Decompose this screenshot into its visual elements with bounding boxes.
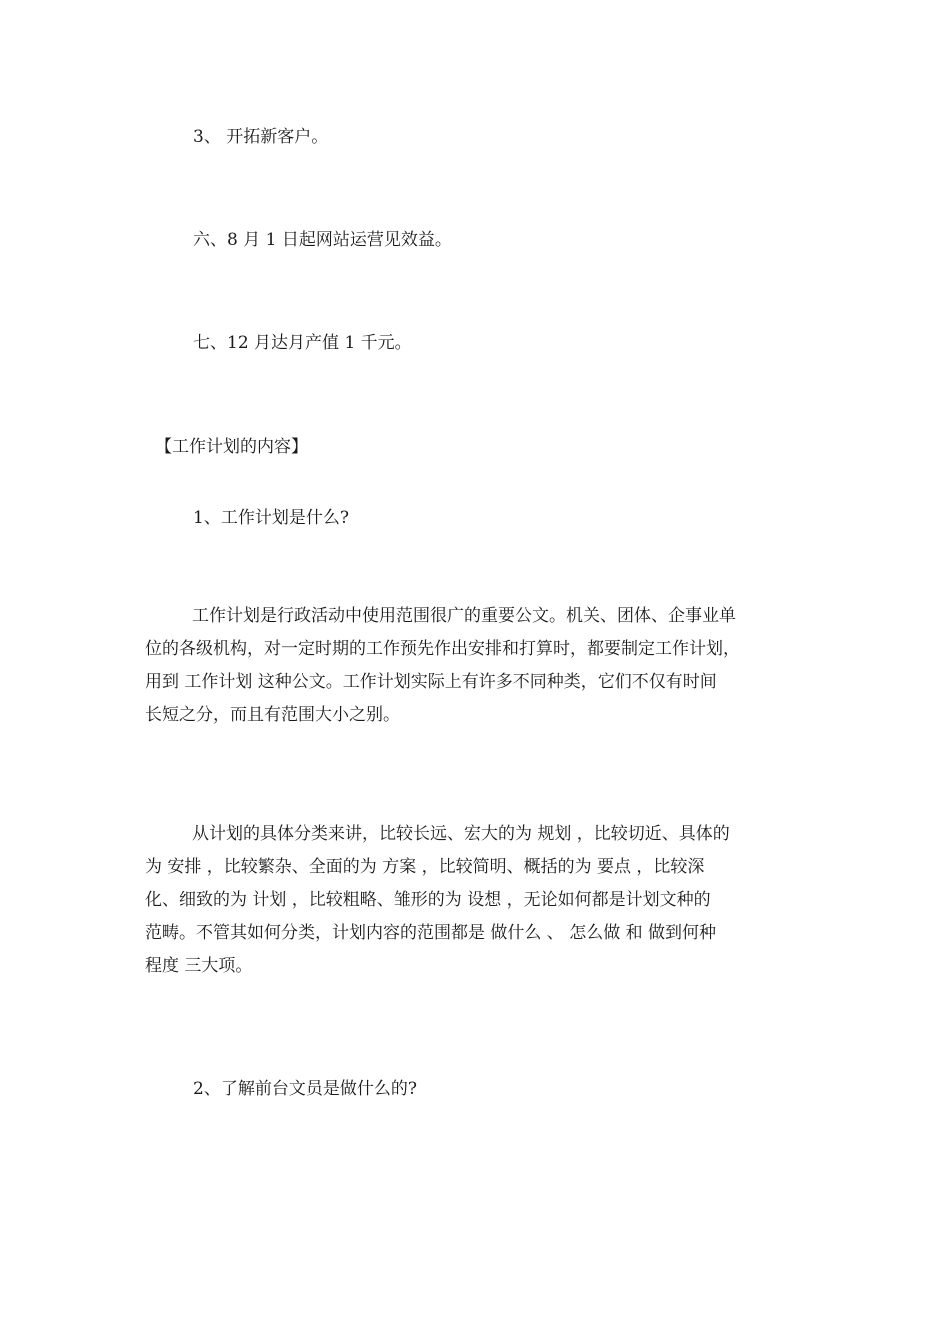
- question-1: 1、工作计划是什么?: [193, 508, 349, 528]
- paragraph-plan-classification: [145, 818, 805, 983]
- list-item-3: 3、 开拓新客户。: [193, 127, 329, 147]
- paragraph-line: 长短之分，而且有范围大小之别。: [145, 705, 400, 725]
- question-2: 2、了解前台文员是做什么的?: [193, 1079, 417, 1099]
- paragraph-work-plan-definition: [145, 600, 805, 732]
- paragraph-line: 位的各级机构，对一定时期的工作预先作出安排和打算时，都要制定工作计划，: [145, 639, 740, 659]
- paragraph-line: 化、细致的为 计划 ，比较粗略、雏形的为 设想 ，无论如何都是计划文种的: [145, 890, 711, 910]
- section-heading: 【工作计划的内容】: [155, 437, 308, 457]
- list-item-7: 七、12 月达月产值 1 千元。: [193, 333, 412, 353]
- paragraph-line: 从计划的具体分类来讲，比较长远、宏大的为 规划 ，比较切近、具体的: [192, 824, 730, 844]
- paragraph-line: 程度 三大项。: [145, 956, 253, 976]
- paragraph-line: 为 安排 ，比较繁杂、全面的为 方案 ，比较简明、概括的为 要点 ，比较深: [145, 857, 705, 877]
- paragraph-line: 范畴。不管其如何分类，计划内容的范围都是 做什么 、 怎么做 和 做到何种: [145, 923, 717, 943]
- paragraph-line: 用到 工作计划 这种公文。工作计划实际上有许多不同种类，它们不仅有时间: [145, 672, 717, 692]
- paragraph-line: 工作计划是行政活动中使用范围很广的重要公文。机关、团体、企事业单: [192, 606, 736, 626]
- list-item-6: 六、8 月 1 日起网站运营见效益。: [193, 230, 452, 250]
